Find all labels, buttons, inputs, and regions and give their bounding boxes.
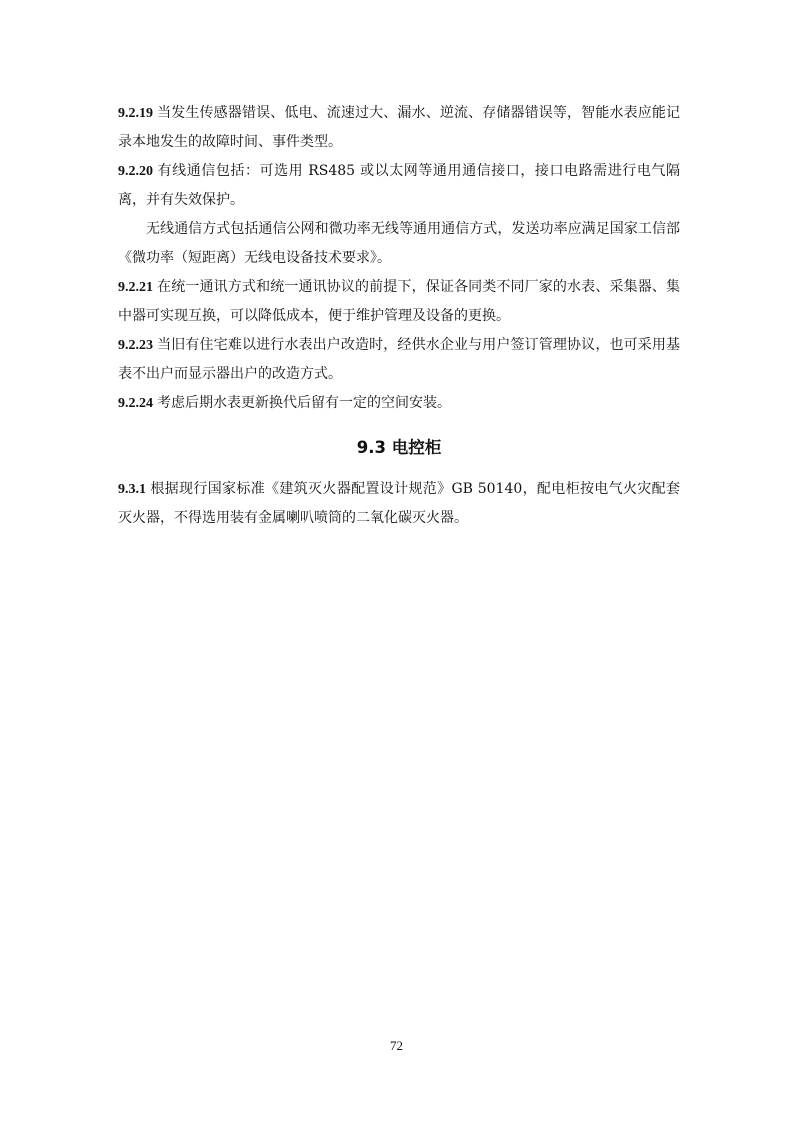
clause-number: 9.2.20	[118, 164, 153, 179]
clause-9-2-19	[118, 99, 680, 157]
document-body	[118, 99, 680, 533]
section-title: 9.3 电控柜	[356, 438, 442, 457]
clause-number: 9.3.1	[118, 482, 146, 497]
page-number: 72	[390, 1038, 403, 1053]
clause-9-2-20	[118, 157, 680, 215]
clause-text: 当旧有住宅难以进行水表出户改造时，经供水企业与用户签订管理协议，也可采用基表不出户而显示器出户的改造方式。	[118, 337, 680, 382]
clause-text: 根据现行国家标准《建筑灭火器配置设计规范》GB 50140，配电柜按电气火灾配套灭火器，不得选用装有金属喇叭喷筒的二氧化碳灭火器。	[118, 481, 680, 526]
clause-9-2-24	[118, 389, 680, 418]
clause-text: 考虑后期水表更新换代后留有一定的空间安装。	[157, 395, 451, 411]
clause-number: 9.2.21	[118, 280, 153, 295]
wireless-paragraph: 无线通信方式包括通信公网和微功率无线等通用通信方式，发送功率应满足国家工信部《微功率（短距离）无线电设备技术要求》。	[118, 221, 680, 266]
clause-number: 9.2.19	[118, 106, 153, 121]
clause-9-2-21	[118, 273, 680, 331]
clause-number: 9.2.24	[118, 396, 153, 411]
clause-number: 9.2.23	[118, 338, 153, 353]
clause-text: 有线通信包括：可选用 RS485 或以太网等通用通信接口，接口电路需进行电气隔离，并有失效保护。	[118, 163, 680, 208]
clause-9-3-1	[118, 475, 680, 533]
clause-text: 在统一通讯方式和统一通讯协议的前提下，保证各同类不同厂家的水表、采集器、集中器可实现互换，可以降低成本，便于维护管理及设备的更换。	[118, 279, 680, 324]
clause-9-2-23	[118, 331, 680, 389]
clause-text: 当发生传感器错误、低电、流速过大、漏水、逆流、存储器错误等，智能水表应能记录本地发生的故障时间、事件类型。	[118, 105, 680, 150]
